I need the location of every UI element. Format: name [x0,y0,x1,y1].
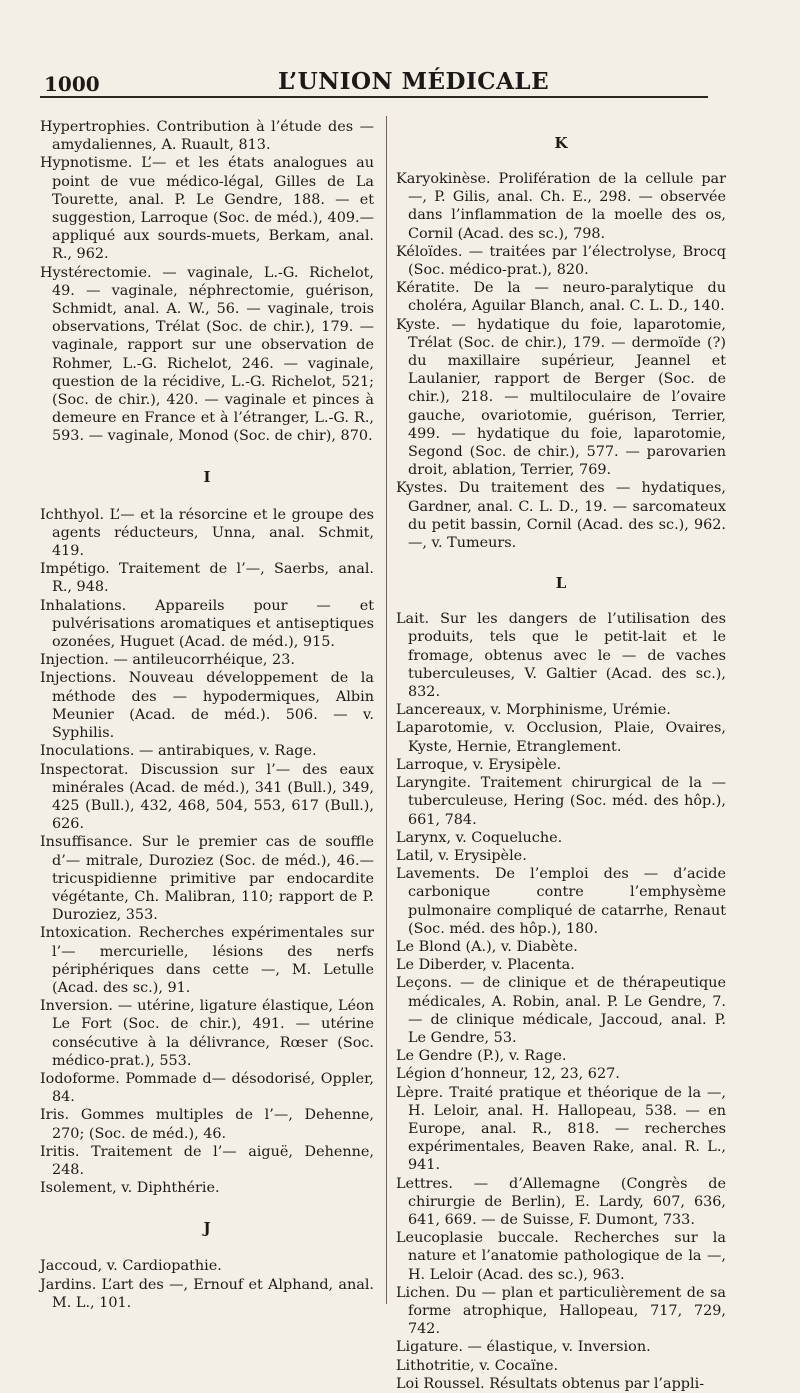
index-entry: Hypertrophies. Contribution à l’étude des — amydaliennes, A. Ruault, 813. [40,119,374,154]
index-entry: Kyste. — hydatique du foie, laparotomie, Trélat (Soc. de chir.), 179. — dermoïde (?) du maxillaire supérieur, Jeannel et Laulanier, rapport de Berger (Soc. de chir.), 218. — multiloculaire de l’ovaire gauche, ovariotomie, guérison, Terrier, 499. — hydatique du foie, laparotomie, Segond (Soc. de chir.), 577. — parovarien droit, ablation, Terrier, 769. [396,316,726,479]
index-entry: Inoculations. — antirabiques, v. Rage. [40,743,317,760]
index-entry: Lait. Sur les dangers de l’utilisation des produits, tels que le petit-lait et le fromage, obtenus avec le — de vaches tuberculeuses, V. Galtier (Acad. des sc.), 832. [396,611,726,701]
index-entry: Le Blond (A.), v. Diabète. [396,938,578,955]
index-entry: Lavements. De l’emploi des — d’acide carbonique contre l’emphysème pulmonaire compliqué de catarrhe, Renaut (Soc. méd. des hôp.), 180. [396,866,726,937]
index-entry: Kératite. De la — neuro-paralytique du choléra, Aguilar Blanch, anal. C. L. D., 140. [396,280,726,315]
index-entry: Lancereaux, v. Morphinisme, Urémie. [396,702,671,719]
index-entry: Jardins. L’art des —, Ernouf et Alphand, anal. M. L., 101. [40,1276,374,1311]
index-entry: Injection. — antileucorrhéique, 23. [40,652,295,669]
index-entry: Insuffisance. Sur le premier cas de souffle d’— mitrale, Duroziez (Soc. de méd.), 46.— tricuspidienne primitive par endocardite végétante, Ch. Malibran, 110; rapport de P. Duroziez, 353. [40,834,374,924]
index-entry: Injections. Nouveau développement de la méthode des — hypodermiques, Albin Meunier (Acad. de méd.). 506. — v. Syphilis. [40,670,374,742]
index-entry: Lithotritie, v. Cocaïne. [396,1357,559,1374]
index-entry: Inspectorat. Discussion sur l’— des eaux minérales (Acad. de méd.), 341 (Bull.), 349, 425 (Bull.), 432, 468, 504, 553, 617 (Bull.), 626. [40,761,374,833]
index-entry: Laparotomie, v. Occlusion, Plaie, Ovaires, Kyste, Hernie, Etranglement. [396,720,726,755]
index-entry: Karyokinèse. Prolifération de la cellule par —, P. Gilis, anal. Ch. E., 298. — observée dans l’inflammation de la moelle des os, Cornil (Acad. des sc.), 798. [396,171,726,242]
index-entry: Isolement, v. Diphthérie. [40,1180,220,1197]
index-entry: Hypnotisme. L’— et les états analogues au point de vue médico-légal, Gilles de La Tourette, anal. P. Le Gendre, 188. — et suggestion, Larroque (Soc. de méd.), 409.— appliqué aux sourds-muets, Berkam, anal. R., 962. [40,155,374,263]
section-letter-i: I [203,467,211,486]
right-column [396,118,726,1393]
index-entry: Intoxication. Recherches expérimentales sur l’— mercurielle, lésions des nerfs périphériques dans cette —, M. Letulle (Acad. des sc.), 91. [40,925,374,996]
index-entry: Kéloïdes. — traitées par l’électrolyse, Brocq (Soc. médico-prat.), 820. [396,243,726,279]
index-entry: Légion d’honneur, 12, 23, 627. [396,1066,620,1083]
index-entry: Lichen. Du — plan et particulièrement de sa forme atrophique, Hallopeau, 717, 729, 742. [396,1284,726,1338]
page-number: 1000 [44,72,100,96]
index-entry: Le Diberder, v. Placenta. [396,957,575,974]
index-entry: Ichthyol. L’— et la résorcine et le groupe des agents réducteurs, Unna, anal. Schmit, 419. [40,506,374,560]
index-entry: Inversion. — utérine, ligature élastique, Léon Le Fort (Soc. de chir.), 491. — utérine consécutive à la délivrance, Rœser (Soc. médico-prat.), 553. [40,998,374,1069]
index-entry: Ligature. — élastique, v. Inversion. [396,1339,651,1356]
section-letter-l: L [555,574,567,593]
index-entry: Leçons. — de clinique et de thérapeutique médicales, A. Robin, anal. P. Le Gendre, 7. — de clinique médicale, Jaccoud, anal. P. Le Gendre, 53. [396,975,726,1046]
header-rule [40,96,708,98]
index-entry: Impétigo. Traitement de l’—, Saerbs, anal. R., 948. [40,561,374,596]
index-entry: Kystes. Du traitement des — hydatiques, Gardner, anal. C. L. D., 19. — sarcomateux du petit bassin, Cornil (Acad. des sc.), 962. —, v. Tumeurs. [396,480,726,552]
index-entry: Inhalations. Appareils pour — et pulvérisations aromatiques et antiseptiques ozonées, Huguet (Acad. de méd.), 915. [40,597,374,651]
index-entry: Iodoforme. Pommade d— désodorisé, Oppler, 84. [40,1070,374,1106]
index-entry: Leucoplasie buccale. Recherches sur la nature et l’anatomie pathologique de la —, H. Leloir (Acad. des sc.), 963. [396,1230,726,1283]
left-column [40,118,374,1312]
column-divider [386,116,387,1304]
index-entry: Latil, v. Erysipèle. [396,847,527,864]
index-entry: Loi Roussel. Résultats obtenus par l’appli- [396,1375,705,1392]
index-entry: Jaccoud, v. Cardiopathie. [40,1258,222,1275]
section-letter-j: J [203,1219,211,1238]
index-entry: Iritis. Traitement de l’— aiguë, Dehenne, 248. [40,1143,374,1178]
page-header [38,66,738,98]
index-entry: Lettres. — d’Allemagne (Congrès de chirurgie de Berlin), E. Lardy, 607, 636, 641, 669. — de Suisse, F. Dumont, 733. [396,1175,726,1228]
index-entry: Iris. Gommes multiples de l’—, Dehenne, 270; (Soc. de méd.), 46. [40,1107,374,1142]
index-entry: Laryngite. Traitement chirurgical de la — tuberculeuse, Hering (Soc. méd. des hôp.), 661, 784. [396,775,726,828]
index-entry: Larroque, v. Erysipèle. [396,756,562,773]
running-title: L’UNION MÉDICALE [278,68,550,95]
index-entry: Hystérectomie. — vaginale, L.-G. Richelot, 49. — vaginale, néphrectomie, guérison, Schmidt, anal. A. W., 56. — vaginale, trois observations, Trélat (Soc. de chir.), 179. — vaginale, rapport sur une observation de Rohmer, L.-G. Richelot, 246. — vaginale, question de la récidive, L.-G. Richelot, 521; (Soc. de chir.), 420. — vaginale et pinces à demeure en France et à l’étranger, L.-G. R., 593. — vaginale, Monod (Soc. de chir), 870. [40,264,374,445]
index-entry: Lèpre. Traité pratique et théorique de la —, H. Leloir, anal. H. Hallopeau, 538. — en Europe, anal. R., 818. — recherches expérimentales, Beaven Rake, anal. R. L., 941. [396,1084,726,1174]
index-entry: Larynx, v. Coqueluche. [396,829,563,846]
index-entry: Le Gendre (P.), v. Rage. [396,1048,567,1065]
section-letter-k: K [554,134,568,152]
